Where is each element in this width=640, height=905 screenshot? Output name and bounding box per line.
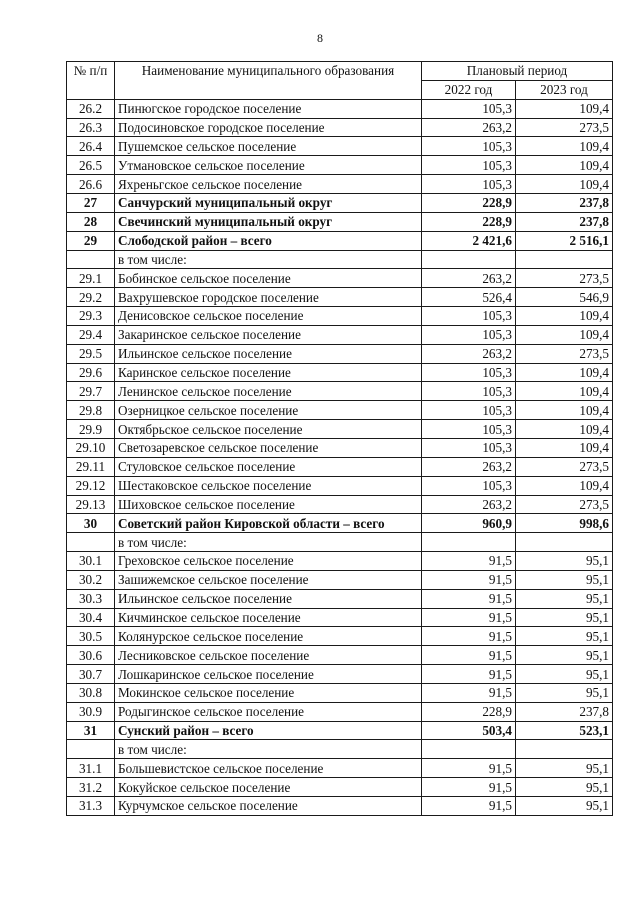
row-value-2023: 2 516,1 <box>516 231 613 250</box>
row-number: 31.2 <box>67 778 115 797</box>
row-value-2022: 91,5 <box>422 646 516 665</box>
table-row <box>67 702 613 721</box>
row-value-2022: 2 421,6 <box>422 231 516 250</box>
row-value-2023: 95,1 <box>516 797 613 816</box>
row-value-2022: 91,5 <box>422 665 516 684</box>
row-number: 29.1 <box>67 269 115 288</box>
row-number: 30.2 <box>67 570 115 589</box>
row-name: Шестаковское сельское поселение <box>115 476 422 495</box>
row-value-2023 <box>516 533 613 552</box>
row-value-2023: 523,1 <box>516 721 613 740</box>
row-value-2023: 109,4 <box>516 438 613 457</box>
row-name: в том числе: <box>115 533 422 552</box>
row-name: Пинюгское городское поселение <box>115 99 422 118</box>
row-value-2022: 105,3 <box>422 401 516 420</box>
row-value-2022: 503,4 <box>422 721 516 740</box>
row-name: Ильинское сельское поселение <box>115 344 422 363</box>
table-row <box>67 589 613 608</box>
row-value-2023: 237,8 <box>516 212 613 231</box>
row-value-2022: 105,3 <box>422 420 516 439</box>
row-name: в том числе: <box>115 740 422 759</box>
table-row <box>67 118 613 137</box>
row-name: Ильинское сельское поселение <box>115 589 422 608</box>
row-value-2023: 237,8 <box>516 702 613 721</box>
row-name: Вахрушевское городское поселение <box>115 288 422 307</box>
row-value-2023: 109,4 <box>516 420 613 439</box>
row-name: в том числе: <box>115 250 422 269</box>
table-row <box>67 363 613 382</box>
row-value-2022 <box>422 740 516 759</box>
row-value-2022: 91,5 <box>422 627 516 646</box>
row-value-2023: 109,4 <box>516 99 613 118</box>
row-name: Денисовское сельское поселение <box>115 307 422 326</box>
table-row <box>67 533 613 552</box>
page-number: 8 <box>317 31 323 45</box>
row-name: Бобинское сельское поселение <box>115 269 422 288</box>
row-value-2022: 105,3 <box>422 137 516 156</box>
row-value-2023: 273,5 <box>516 495 613 514</box>
table-row <box>67 420 613 439</box>
row-number: 26.5 <box>67 156 115 175</box>
row-name: Светозаревское сельское поселение <box>115 438 422 457</box>
table-row <box>67 627 613 646</box>
row-name: Стуловское сельское поселение <box>115 457 422 476</box>
row-value-2023 <box>516 740 613 759</box>
row-value-2022: 105,3 <box>422 476 516 495</box>
row-number: 29.3 <box>67 307 115 326</box>
row-value-2022: 105,3 <box>422 382 516 401</box>
table-row <box>67 646 613 665</box>
row-name: Курчумское сельское поселение <box>115 797 422 816</box>
row-value-2023: 273,5 <box>516 118 613 137</box>
row-name: Слободской район – всего <box>115 231 422 250</box>
table-row <box>67 570 613 589</box>
row-value-2022: 228,9 <box>422 212 516 231</box>
row-value-2022: 263,2 <box>422 269 516 288</box>
table-row <box>67 137 613 156</box>
row-value-2022: 91,5 <box>422 570 516 589</box>
table-row <box>67 495 613 514</box>
row-name: Кокуйское сельское поселение <box>115 778 422 797</box>
row-name: Подосиновское городское поселение <box>115 118 422 137</box>
row-value-2022: 91,5 <box>422 778 516 797</box>
row-number: 29.8 <box>67 401 115 420</box>
row-value-2023: 95,1 <box>516 570 613 589</box>
row-name: Санчурский муниципальный округ <box>115 194 422 213</box>
row-value-2023: 95,1 <box>516 665 613 684</box>
row-number: 29.4 <box>67 325 115 344</box>
table-row <box>67 288 613 307</box>
row-value-2022: 960,9 <box>422 514 516 533</box>
row-value-2023: 273,5 <box>516 457 613 476</box>
table-row <box>67 401 613 420</box>
row-number: 30.7 <box>67 665 115 684</box>
row-number: 30.4 <box>67 608 115 627</box>
row-value-2022: 91,5 <box>422 552 516 571</box>
row-number <box>67 250 115 269</box>
row-number <box>67 533 115 552</box>
table-row <box>67 325 613 344</box>
row-number: 29.13 <box>67 495 115 514</box>
row-value-2023: 95,1 <box>516 589 613 608</box>
row-name: Шиховское сельское поселение <box>115 495 422 514</box>
table-row <box>67 514 613 533</box>
row-number: 26.2 <box>67 99 115 118</box>
row-number: 26.6 <box>67 175 115 194</box>
row-number: 29.11 <box>67 457 115 476</box>
row-value-2022: 228,9 <box>422 194 516 213</box>
header-year-2023: 2023 год <box>516 80 613 99</box>
row-name: Кичминское сельское поселение <box>115 608 422 627</box>
row-name: Закаринское сельское поселение <box>115 325 422 344</box>
row-value-2022: 105,3 <box>422 438 516 457</box>
table-row <box>67 344 613 363</box>
table-row <box>67 194 613 213</box>
row-number <box>67 740 115 759</box>
table-row <box>67 740 613 759</box>
row-value-2023: 109,4 <box>516 175 613 194</box>
row-value-2023: 95,1 <box>516 552 613 571</box>
table-row <box>67 99 613 118</box>
row-name: Пушемское сельское поселение <box>115 137 422 156</box>
row-number: 29.6 <box>67 363 115 382</box>
header-year-2022: 2022 год <box>422 80 516 99</box>
row-name: Советский район Кировской области – всего <box>115 514 422 533</box>
row-value-2022: 105,3 <box>422 325 516 344</box>
row-value-2023: 95,1 <box>516 608 613 627</box>
row-number: 30.9 <box>67 702 115 721</box>
row-number: 29.2 <box>67 288 115 307</box>
table-row <box>67 683 613 702</box>
row-number: 30.3 <box>67 589 115 608</box>
row-name: Большевистское сельское поселение <box>115 759 422 778</box>
row-value-2022: 263,2 <box>422 495 516 514</box>
row-name: Сунский район – всего <box>115 721 422 740</box>
table-row <box>67 476 613 495</box>
row-value-2023: 109,4 <box>516 476 613 495</box>
row-value-2022: 263,2 <box>422 344 516 363</box>
row-name: Лесниковское сельское поселение <box>115 646 422 665</box>
row-number: 26.3 <box>67 118 115 137</box>
row-value-2022: 228,9 <box>422 702 516 721</box>
row-value-2022: 526,4 <box>422 288 516 307</box>
table-row <box>67 457 613 476</box>
row-value-2022: 105,3 <box>422 363 516 382</box>
row-value-2023: 273,5 <box>516 269 613 288</box>
row-value-2022 <box>422 250 516 269</box>
table-row <box>67 608 613 627</box>
row-number: 29 <box>67 231 115 250</box>
row-number: 29.7 <box>67 382 115 401</box>
row-value-2023: 109,4 <box>516 307 613 326</box>
row-number: 31 <box>67 721 115 740</box>
row-value-2023: 109,4 <box>516 382 613 401</box>
row-number: 29.12 <box>67 476 115 495</box>
row-name: Яхреньгское сельское поселение <box>115 175 422 194</box>
row-name: Греховское сельское поселение <box>115 552 422 571</box>
row-number: 29.10 <box>67 438 115 457</box>
table-row <box>67 552 613 571</box>
row-value-2023: 546,9 <box>516 288 613 307</box>
table-row <box>67 231 613 250</box>
row-number: 28 <box>67 212 115 231</box>
table-row <box>67 759 613 778</box>
row-value-2022: 105,3 <box>422 307 516 326</box>
row-value-2023: 109,4 <box>516 156 613 175</box>
row-value-2022: 91,5 <box>422 589 516 608</box>
table-row <box>67 269 613 288</box>
row-name: Родыгинское сельское поселение <box>115 702 422 721</box>
header-period: Плановый период <box>422 62 613 81</box>
row-name: Ленинское сельское поселение <box>115 382 422 401</box>
table-row <box>67 438 613 457</box>
row-value-2022: 91,5 <box>422 759 516 778</box>
row-value-2023: 109,4 <box>516 401 613 420</box>
header-name: Наименование муниципального образования <box>115 62 422 100</box>
table-row <box>67 382 613 401</box>
row-number: 30.8 <box>67 683 115 702</box>
row-value-2023: 237,8 <box>516 194 613 213</box>
row-value-2023: 273,5 <box>516 344 613 363</box>
budget-table <box>66 61 613 816</box>
table-row <box>67 778 613 797</box>
row-value-2022: 91,5 <box>422 608 516 627</box>
row-number: 31.3 <box>67 797 115 816</box>
row-name: Лошкаринское сельское поселение <box>115 665 422 684</box>
row-value-2022: 91,5 <box>422 683 516 702</box>
row-value-2022: 263,2 <box>422 118 516 137</box>
table-row <box>67 212 613 231</box>
row-value-2023: 95,1 <box>516 627 613 646</box>
row-value-2023: 109,4 <box>516 137 613 156</box>
row-value-2023: 998,6 <box>516 514 613 533</box>
table-row <box>67 250 613 269</box>
row-value-2023: 95,1 <box>516 646 613 665</box>
row-value-2022: 105,3 <box>422 99 516 118</box>
table-row <box>67 156 613 175</box>
table-row <box>67 721 613 740</box>
row-name: Свечинский муниципальный округ <box>115 212 422 231</box>
row-name: Зашижемское сельское поселение <box>115 570 422 589</box>
row-value-2022: 263,2 <box>422 457 516 476</box>
row-number: 29.5 <box>67 344 115 363</box>
row-name: Колянурское сельское поселение <box>115 627 422 646</box>
row-value-2022 <box>422 533 516 552</box>
row-name: Мокинское сельское поселение <box>115 683 422 702</box>
row-name: Озерницкое сельское поселение <box>115 401 422 420</box>
row-number: 30.6 <box>67 646 115 665</box>
table-row <box>67 175 613 194</box>
row-number: 26.4 <box>67 137 115 156</box>
row-name: Утмановское сельское поселение <box>115 156 422 175</box>
row-value-2022: 105,3 <box>422 156 516 175</box>
row-number: 30.1 <box>67 552 115 571</box>
row-value-2022: 105,3 <box>422 175 516 194</box>
table-header-row <box>67 62 613 81</box>
table-row <box>67 797 613 816</box>
header-num: № п/п <box>67 62 115 100</box>
row-number: 29.9 <box>67 420 115 439</box>
row-number: 30.5 <box>67 627 115 646</box>
row-value-2023 <box>516 250 613 269</box>
row-value-2023: 95,1 <box>516 759 613 778</box>
row-value-2023: 95,1 <box>516 683 613 702</box>
row-name: Каринское сельское поселение <box>115 363 422 382</box>
row-name: Октябрьское сельское поселение <box>115 420 422 439</box>
row-number: 30 <box>67 514 115 533</box>
row-number: 31.1 <box>67 759 115 778</box>
row-value-2023: 109,4 <box>516 325 613 344</box>
row-value-2022: 91,5 <box>422 797 516 816</box>
row-value-2023: 95,1 <box>516 778 613 797</box>
row-number: 27 <box>67 194 115 213</box>
table-row <box>67 665 613 684</box>
row-value-2023: 109,4 <box>516 363 613 382</box>
table-row <box>67 307 613 326</box>
